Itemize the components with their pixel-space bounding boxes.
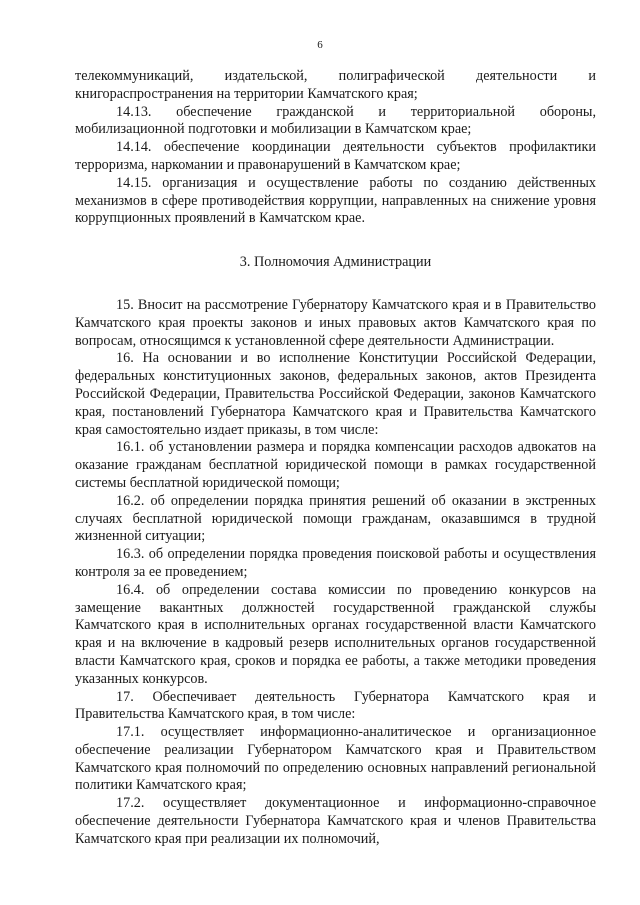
paragraph: 16.2. об определении порядка принятия решений об оказании в экстренных случаях бесплатной юридической помощи гражданам, оказавшимся в трудной жизненной ситуации;: [75, 492, 596, 545]
paragraph: 17. Обеспечивает деятельность Губернатора Камчатского края и Правительства Камчатского края, в том числе:: [75, 688, 596, 723]
paragraph: телекоммуникаций, издательской, полиграфической деятельности и книгораспространения на территории Камчатского края;: [75, 68, 596, 102]
paragraphs-before-section: [75, 68, 596, 228]
paragraph: 14.13. обеспечение гражданской и территориальной обороны, мобилизационной подготовки и мобилизации в Камчатском крае;: [75, 103, 596, 138]
page-number: 6: [317, 39, 323, 51]
paragraph: 16.4. об определении состава комиссии по проведению конкурсов на замещение вакантных должностей государственной гражданской службы Камчатского края в исполнительных органах государственной власти Камчатского края и на включение в кадровый резерв исполнительных органов государственной власти Камчатского края, сроков и порядка ее работы, а также методики проведения указанных конкурсов.: [75, 581, 596, 687]
paragraph: 14.15. организация и осуществление работы по созданию действенных механизмов в сфере противодействия коррупции, направленных на снижение уровня коррупционных проявлений в Камчатском крае.: [75, 174, 596, 227]
paragraphs-after-section: [75, 297, 596, 849]
paragraph: 16. На основании и во исполнение Конституции Российской Федерации, федеральных конституционных законов, федеральных законов, актов Президента Российской Федерации, Правительства Российской Федерации, законов Камчатского края, постановлений Губернатора Камчатского края и Правительства Камчатского края самостоятельно издает приказы, в том числе:: [75, 350, 596, 438]
paragraph: 17.2. осуществляет документационное и информационно-справочное обеспечение деятельности Губернатора Камчатского края и членов Правительства Камчатского края при реализации их полномочий,: [75, 795, 596, 847]
paragraph: 16.1. об установлении размера и порядка компенсации расходов адвокатов на оказание гражданам бесплатной юридической помощи в рамках государственной системы бесплатной юридической помощи;: [75, 439, 596, 491]
paragraph: 17.1. осуществляет информационно-аналитическое и организационное обеспечение реализации Губернатором Камчатского края и Правительством Камчатского края полномочий по определению основных направлений региональной политики Камчатского края;: [75, 724, 596, 794]
paragraph: 14.14. обеспечение координации деятельности субъектов профилактики терроризма, наркомании и правонарушений в Камчатском крае;: [75, 139, 596, 173]
paragraph: 15. Вносит на рассмотрение Губернатору Камчатского края и в Правительство Камчатского края проекты законов и иных правовых актов Камчатского края по вопросам, относящимся к установленной сфере деятельности Администрации.: [75, 296, 596, 349]
section-heading: 3. Полномочия Администрации: [239, 254, 432, 271]
paragraph: 16.3. об определении порядка проведения поисковой работы и осуществления контроля за ее проведением;: [75, 546, 596, 580]
document-body: [75, 68, 596, 849]
